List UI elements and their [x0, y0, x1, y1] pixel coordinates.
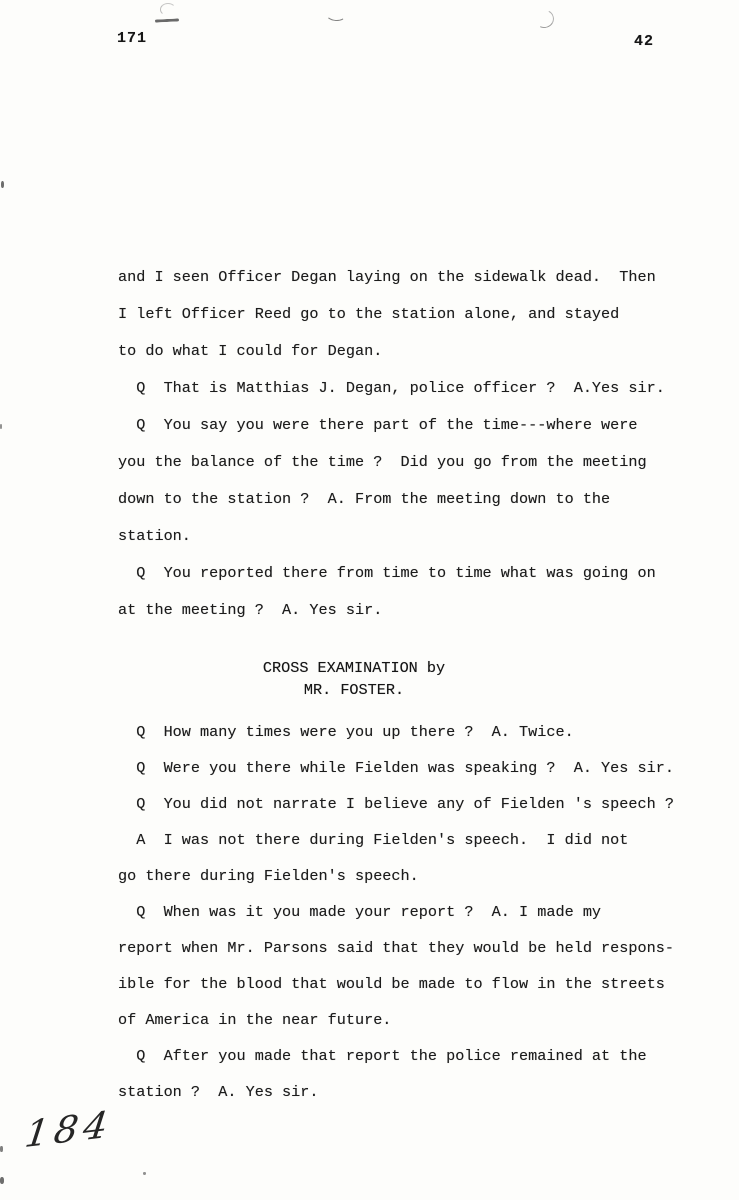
transcript-line: Q You reported there from time to time what was going on [118, 564, 656, 582]
scan-speck [0, 1146, 3, 1152]
page-number-right: 42 [634, 33, 655, 50]
scan-speck [143, 1172, 146, 1175]
transcript-line: I left Officer Reed go to the station alone, and stayed [118, 305, 620, 323]
heading-line: MR. FOSTER. [303, 681, 405, 699]
transcript-line: down to the station ? A. From the meeting down to the [118, 490, 611, 508]
scan-smudge-mark [533, 8, 557, 31]
transcript-line: Q When was it you made your report ? A. I made my [118, 903, 602, 921]
transcript-body [118, 259, 698, 1110]
scan-speck [1, 181, 4, 188]
cross-examination-heading [118, 657, 590, 701]
transcript-line: Q How many times were you up there ? A. Twice. [118, 723, 574, 741]
transcript-line: Q That is Matthias J. Degan, police officer ? A.Yes sir. [118, 379, 665, 397]
scan-smudge-mark [160, 3, 176, 16]
scan-smudge-mark [326, 7, 347, 21]
transcript-line: Q After you made that report the police remained at the [118, 1047, 647, 1065]
transcript-line: Q You did not narrate I believe any of Fielden 's speech ? [118, 795, 674, 813]
transcript-line: of America in the near future. [118, 1011, 392, 1029]
transcript-line: at the meeting ? A. Yes sir. [118, 601, 383, 619]
transcript-line: and I seen Officer Degan laying on the sidewalk dead. Then [118, 268, 656, 286]
transcript-line: report when Mr. Parsons said that they would be held respons- [118, 939, 674, 957]
transcript-line: go there during Fielden's speech. [118, 867, 419, 885]
scan-speck [0, 1177, 4, 1184]
heading-line: CROSS EXAMINATION by [262, 659, 446, 677]
transcript-line: station. [118, 527, 191, 545]
transcript-line: Q Were you there while Fielden was speaking ? A. Yes sir. [118, 759, 674, 777]
transcript-line: A I was not there during Fielden's speech. I did not [118, 831, 629, 849]
transcript-line: Q You say you were there part of the time---where were [118, 416, 638, 434]
scan-smudge-mark [155, 18, 179, 22]
transcript-line: to do what I could for Degan. [118, 342, 383, 360]
transcript-line: station ? A. Yes sir. [118, 1083, 319, 1101]
handwritten-page-number: 184 [22, 1102, 116, 1157]
transcript-line: ible for the blood that would be made to flow in the streets [118, 975, 665, 993]
page-number-left: 171 [117, 30, 148, 47]
transcript-line: you the balance of the time ? Did you go from the meeting [118, 453, 647, 471]
scan-speck [0, 424, 2, 429]
